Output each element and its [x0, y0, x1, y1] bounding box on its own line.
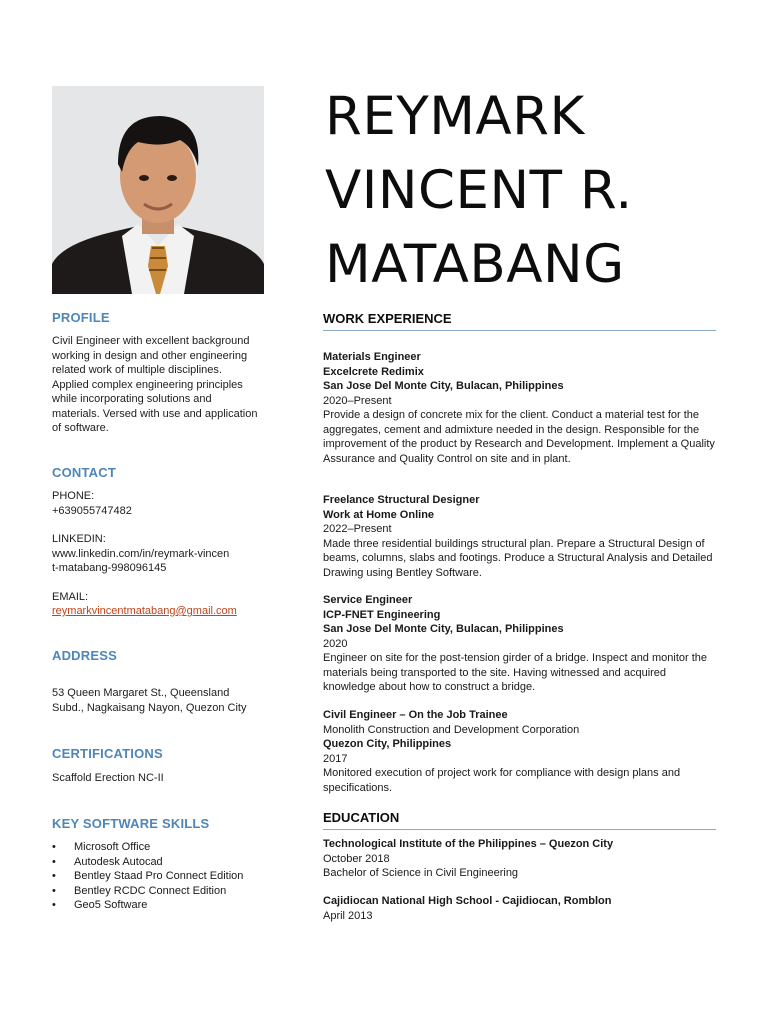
- job-company: Work at Home Online: [323, 508, 435, 521]
- school-date: October 2018: [323, 852, 390, 865]
- name-line-2: VINCENT R.: [325, 160, 633, 221]
- job-title: Materials Engineer: [323, 351, 421, 363]
- software-section: [52, 816, 264, 913]
- software-item: • Bentley Staad Pro Connect Edition: [52, 869, 264, 884]
- job-dates: 2020: [323, 637, 348, 650]
- software-item: • Bentley RCDC Connect Edition: [52, 884, 264, 899]
- email-label: EMAIL:: [52, 590, 89, 603]
- linkedin-value[interactable]: www.linkedin.com/in/reymark-vincent-matabang-998096145: [52, 547, 230, 574]
- education-entry-1: [323, 837, 718, 881]
- software-item: • Geo5 Software: [52, 898, 264, 913]
- education-heading: EDUCATION: [323, 810, 716, 830]
- profile-heading: PROFILE: [52, 310, 110, 325]
- software-item: • Autodesk Autocad: [52, 855, 264, 870]
- job-entry-1: [323, 350, 718, 466]
- job-title: Freelance Structural Designer: [323, 494, 480, 506]
- job-dates: 2022–Present: [323, 523, 392, 535]
- profile-text: Civil Engineer with excellent background working in design and other engineering related work of multiple disciplines. Applied complex engineering principles while incorporating solutions and materials. Versed with use and application of software.: [52, 335, 258, 434]
- school-degree: Bachelor of Science in Civil Engineering: [323, 867, 519, 879]
- job-company: Excelcrete Redimix: [323, 365, 424, 378]
- job-location: Quezon City, Philippines: [323, 738, 452, 750]
- job-location: San Jose Del Monte City, Bulacan, Philippines: [323, 623, 564, 635]
- school-name: Cajidiocan National High School - Cajidiocan, Romblon: [323, 895, 612, 907]
- work-experience-heading: WORK EXPERIENCE: [323, 311, 716, 331]
- linkedin-label: LINKEDIN:: [52, 533, 106, 545]
- software-item: • Microsoft Office: [52, 840, 264, 855]
- email-link[interactable]: reymarkvincentmatabang@gmail.com: [52, 605, 237, 617]
- address-heading: ADDRESS: [52, 648, 117, 663]
- job-description: Made three residential buildings structural plan. Prepare a Structural Design of beams, columns, slabs and footings. Produce a Structural Analysis and Detailed Drawing using Bentley Software.: [323, 537, 713, 579]
- job-entry-3: [323, 593, 718, 695]
- job-entry-4: [323, 708, 718, 795]
- name-line-3: MATABANG: [325, 234, 625, 295]
- profile-photo: [52, 86, 264, 294]
- certifications-section: [52, 746, 264, 786]
- job-entry-2: [323, 493, 718, 580]
- job-description: Provide a design of concrete mix for the client. Conduct a material test for the aggregates, cement and admixture needed in the design. Responsible for the improvement of the product by Research and Development. Implement a Quality Assurance and Quality Control on site and in plant.: [323, 409, 715, 465]
- job-title: Civil Engineer – On the Job Trainee: [323, 709, 508, 721]
- certifications-heading: CERTIFICATIONS: [52, 746, 163, 761]
- candidate-name: [325, 80, 745, 302]
- job-dates: 2020–Present: [323, 394, 392, 407]
- address-text: 53 Queen Margaret St., Queensland Subd., Nagkaisang Nayon, Quezon City: [52, 687, 247, 714]
- job-title: Service Engineer: [323, 594, 413, 606]
- job-location: San Jose Del Monte City, Bulacan, Philippines: [323, 380, 564, 392]
- address-section: [52, 648, 264, 715]
- education-entry-2: [323, 894, 718, 923]
- software-list: [52, 840, 264, 913]
- job-dates: 2017: [323, 752, 348, 765]
- job-company: ICP-FNET Engineering: [323, 608, 441, 621]
- school-name: Technological Institute of the Philippines – Quezon City: [323, 838, 614, 850]
- contact-section: [52, 465, 264, 619]
- phone-value: +639055747482: [52, 504, 132, 517]
- school-date: April 2013: [323, 909, 373, 922]
- profile-section: [52, 310, 264, 436]
- name-line-1: REYMARK: [325, 86, 585, 147]
- software-heading: KEY SOFTWARE SKILLS: [52, 816, 210, 831]
- profile-photo-image: [52, 86, 264, 294]
- contact-heading: CONTACT: [52, 465, 116, 480]
- job-description: Engineer on site for the post-tension girder of a bridge. Inspect and monitor the materials being transported to the site. Having witnessed and acquired knowledge about how to construct a bridge.: [323, 652, 708, 693]
- job-description: Monitored execution of project work for compliance with design plans and specifications.: [323, 767, 681, 794]
- certification-item: Scaffold Erection NC-II: [52, 772, 164, 784]
- phone-label: PHONE:: [52, 490, 95, 502]
- job-company: Monolith Construction and Development Corporation: [323, 723, 580, 736]
